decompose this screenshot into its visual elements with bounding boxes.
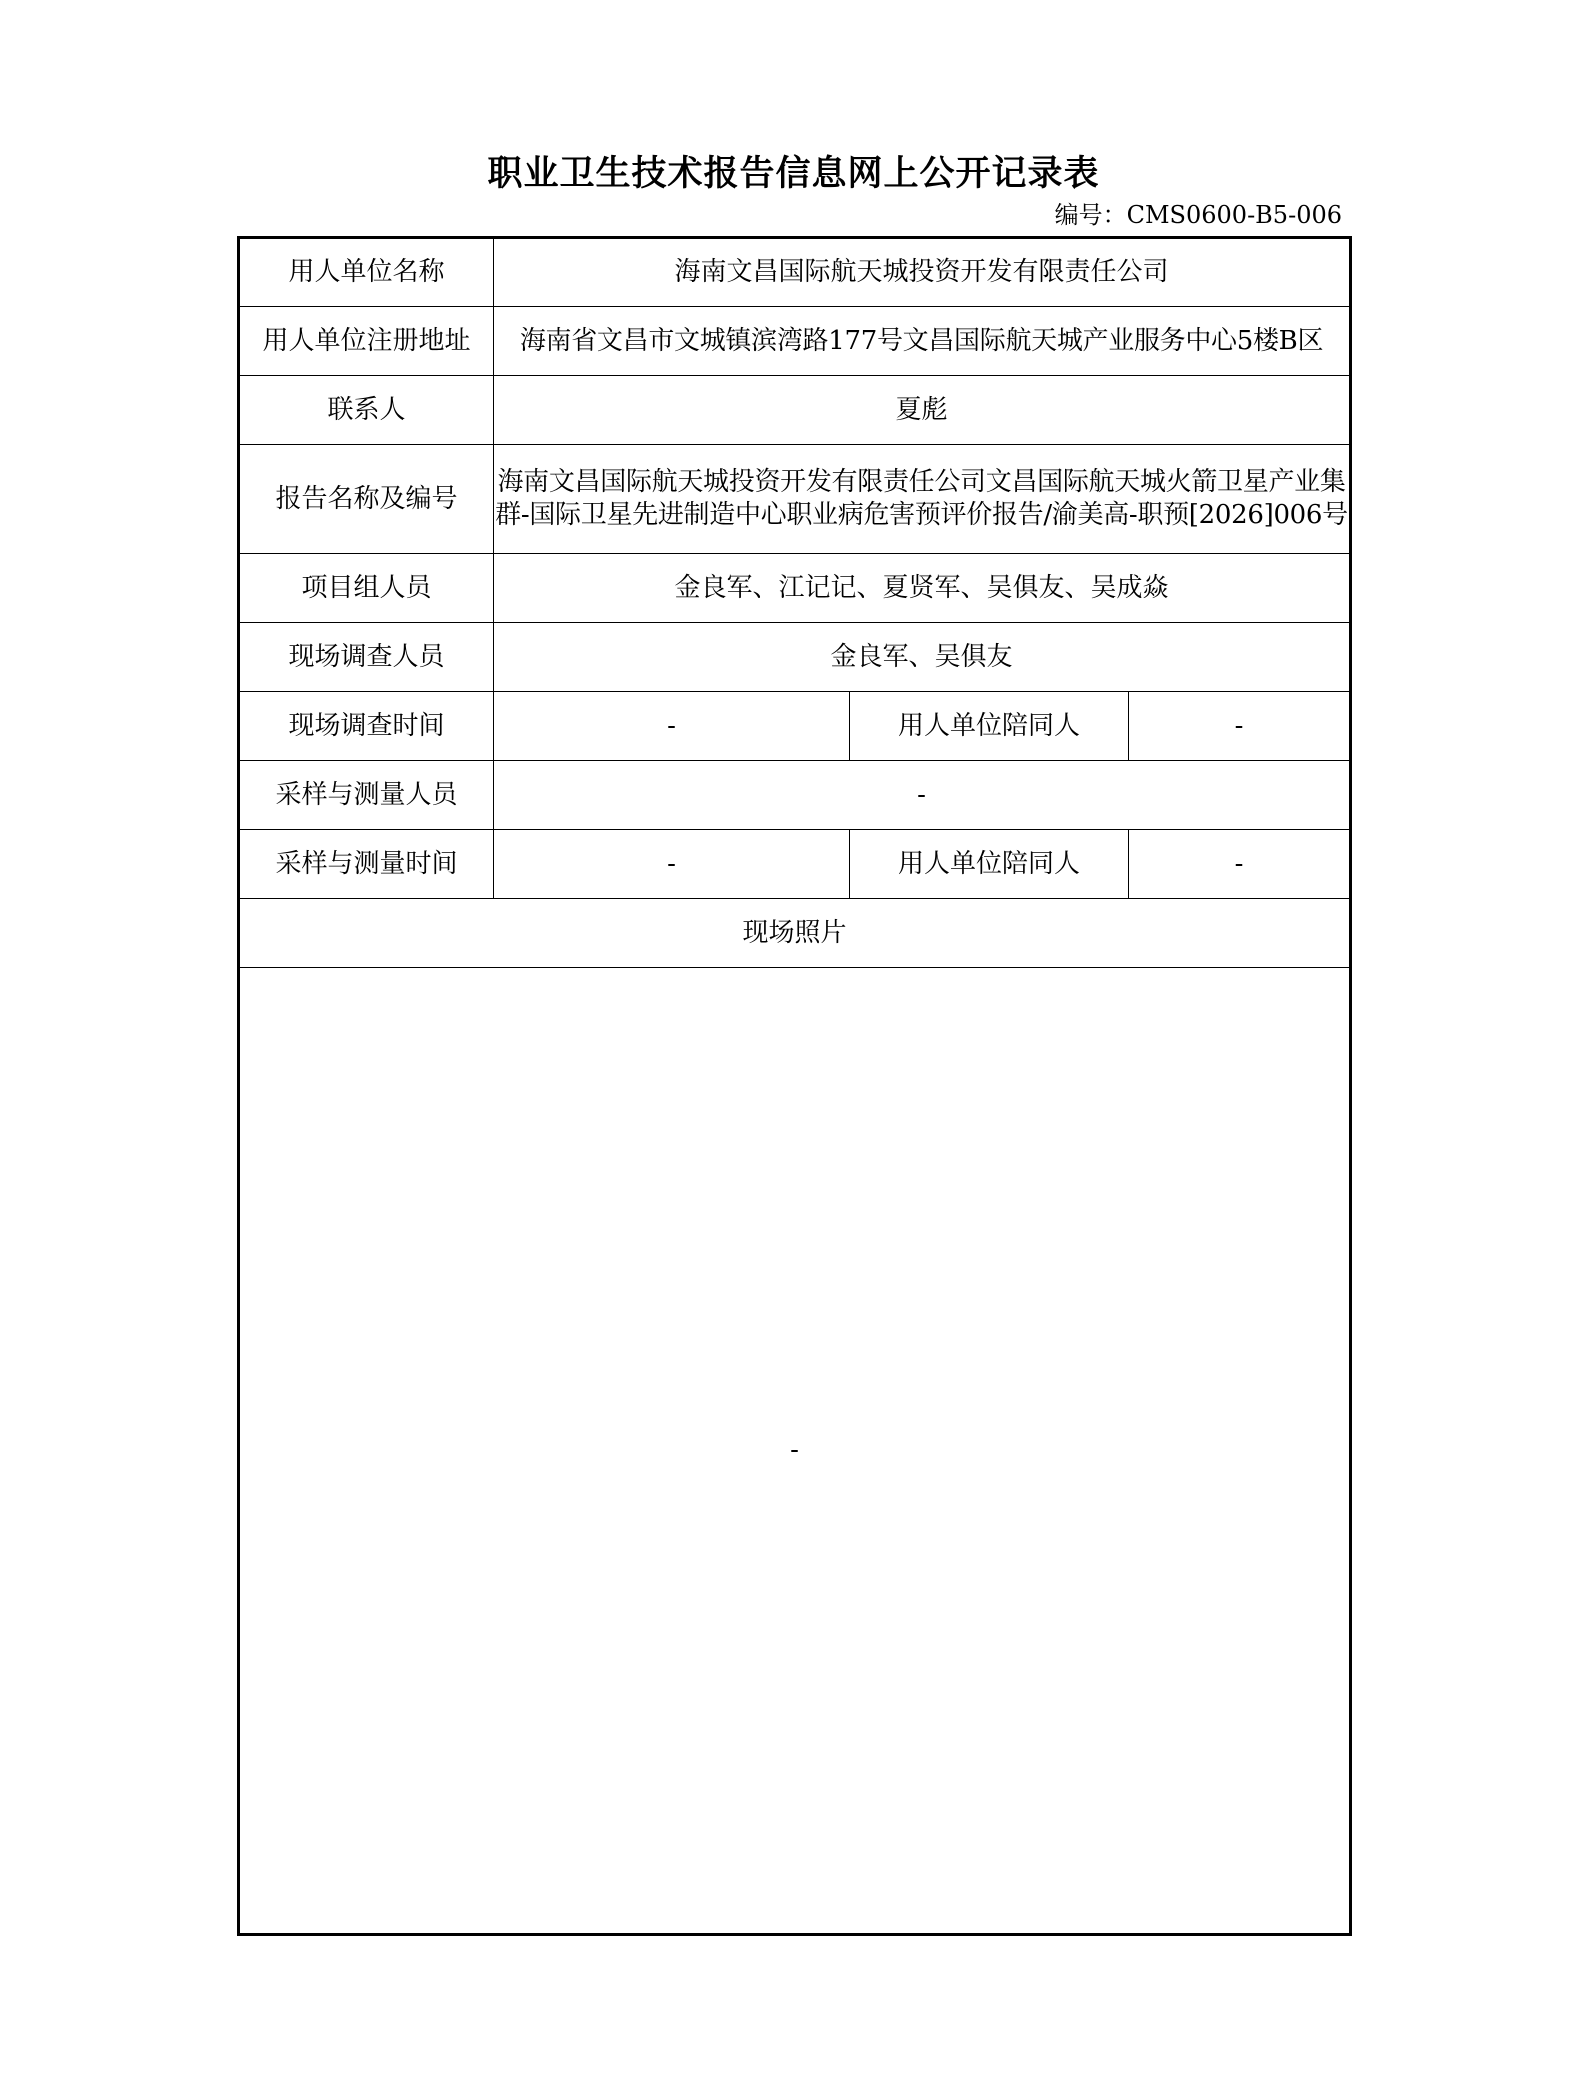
row-site-survey-staff xyxy=(239,623,1351,692)
site-survey-time-value: - xyxy=(494,692,850,761)
site-survey-companion-label: 用人单位陪同人 xyxy=(850,692,1129,761)
row-contact xyxy=(239,376,1351,445)
site-survey-time-label: 现场调查时间 xyxy=(239,692,494,761)
contact-label: 联系人 xyxy=(239,376,494,445)
contact-value: 夏彪 xyxy=(494,376,1351,445)
sampling-time-value: - xyxy=(494,830,850,899)
row-photos-area xyxy=(239,968,1351,1935)
photos-label: 现场照片 xyxy=(239,899,1351,968)
row-employer-address xyxy=(239,307,1351,376)
site-survey-staff-value: 金良军、吴俱友 xyxy=(494,623,1351,692)
row-project-team xyxy=(239,554,1351,623)
record-table xyxy=(237,236,1352,1936)
row-report xyxy=(239,445,1351,554)
project-team-value: 金良军、江记记、夏贤军、吴俱友、吴成焱 xyxy=(494,554,1351,623)
employer-name-label: 用人单位名称 xyxy=(239,238,494,307)
report-label: 报告名称及编号 xyxy=(239,445,494,554)
report-value: 海南文昌国际航天城投资开发有限责任公司文昌国际航天城火箭卫星产业集群-国际卫星先进制造中心职业病危害预评价报告/渝美高-职预[2026]006号 xyxy=(494,445,1351,554)
sampling-companion-value: - xyxy=(1129,830,1351,899)
employer-address-value: 海南省文昌市文城镇滨湾路177号文昌国际航天城产业服务中心5楼B区 xyxy=(494,307,1351,376)
sampling-staff-value: - xyxy=(494,761,1351,830)
row-sampling-time xyxy=(239,830,1351,899)
row-site-survey-time xyxy=(239,692,1351,761)
photos-value: - xyxy=(239,968,1351,1935)
row-sampling-staff xyxy=(239,761,1351,830)
sampling-staff-label: 采样与测量人员 xyxy=(239,761,494,830)
employer-name-value: 海南文昌国际航天城投资开发有限责任公司 xyxy=(494,238,1351,307)
site-survey-companion-value: - xyxy=(1129,692,1351,761)
site-survey-staff-label: 现场调查人员 xyxy=(239,623,494,692)
sampling-time-label: 采样与测量时间 xyxy=(239,830,494,899)
document-number: 编号：CMS0600-B5-006 xyxy=(1054,201,1342,229)
page-title: 职业卫生技术报告信息网上公开记录表 xyxy=(487,153,1100,194)
project-team-label: 项目组人员 xyxy=(239,554,494,623)
row-employer-name xyxy=(239,238,1351,307)
sampling-companion-label: 用人单位陪同人 xyxy=(850,830,1129,899)
row-photos-header xyxy=(239,899,1351,968)
employer-address-label: 用人单位注册地址 xyxy=(239,307,494,376)
